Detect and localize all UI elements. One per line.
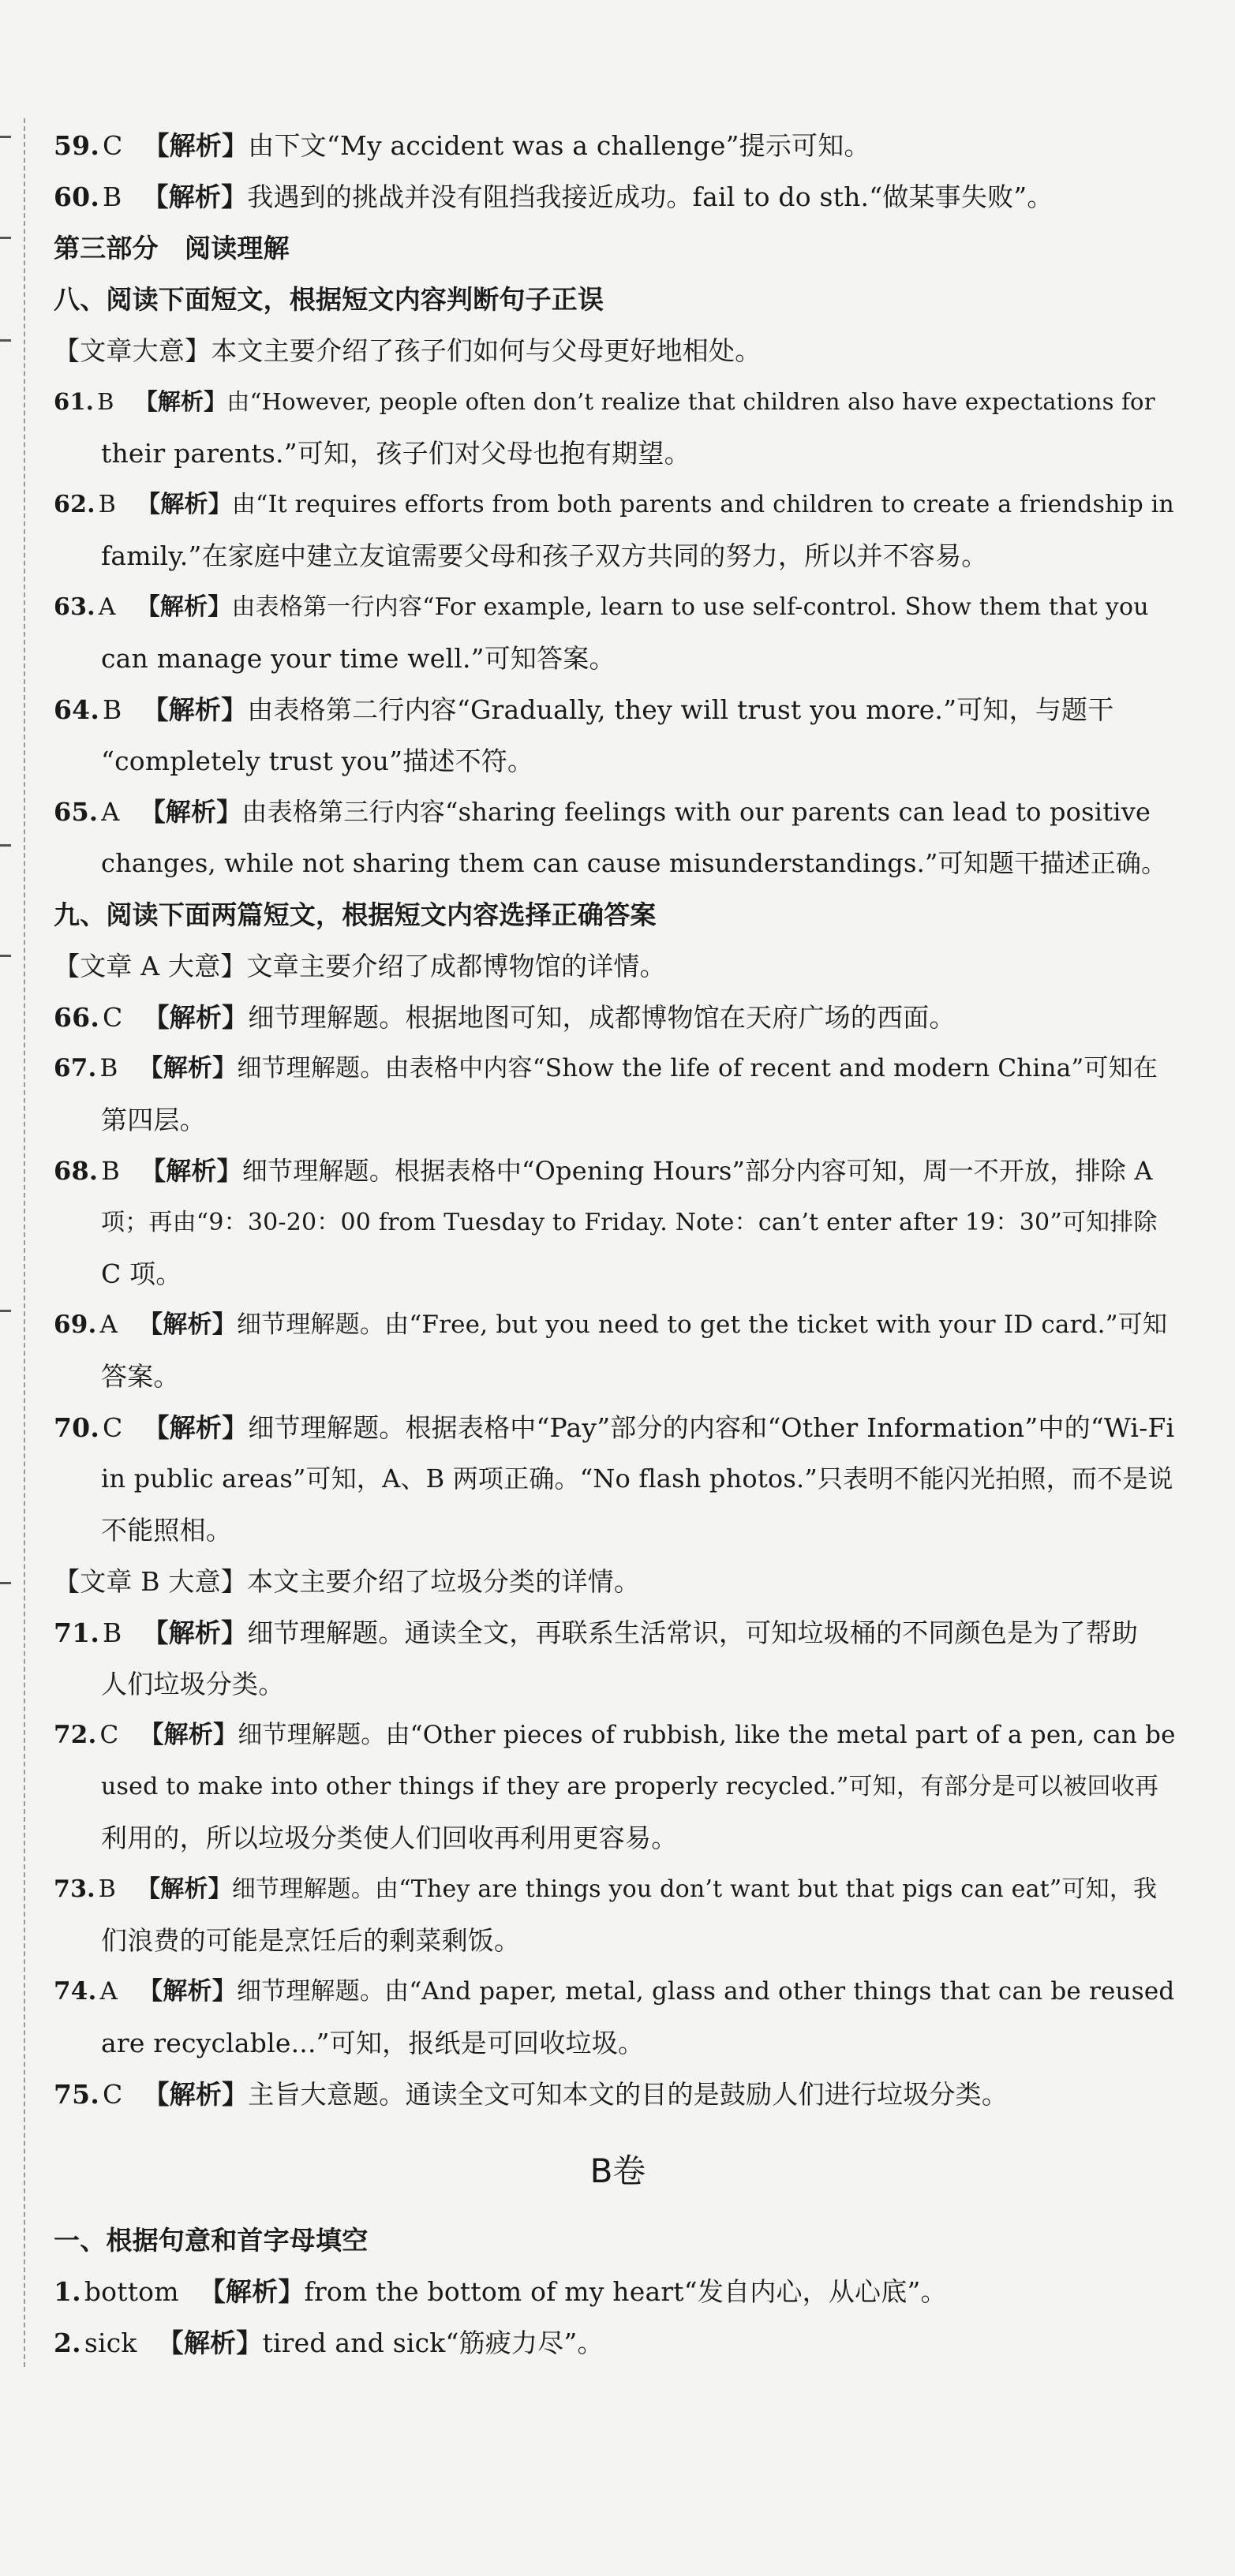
analysis-text: 细节理解题。根据表格中“Opening Hours”部分内容可知，周一不开放，排除 A <box>241 1156 1153 1186</box>
analysis-text: from the bottom of my heart“发自内心，从心底”。 <box>304 2276 947 2307</box>
answer-item <box>54 1146 1182 1197</box>
article-summary: 【文章大意】本文主要介绍了孩子们如何与父母更好地相处。 <box>54 335 762 366</box>
question-number: 1. <box>54 2276 81 2307</box>
answer-item <box>54 684 1182 735</box>
analysis-tag: 【解析】 <box>139 1721 238 1749</box>
analysis-continuation: 不能照相。 <box>101 1515 232 1546</box>
question-number: 60. <box>54 181 100 212</box>
answer-item <box>54 376 1182 428</box>
margin-tick <box>0 136 11 138</box>
question-number: 64. <box>54 694 100 725</box>
analysis-text: 细节理解题。由“And paper, metal, glass and other things that can be reused <box>236 1977 1175 2006</box>
answer-letter: B <box>99 1054 118 1082</box>
analysis-text: 细节理解题。由“They are things you don’t want but that pigs can eat”可知，我 <box>231 1875 1158 1903</box>
question-number: 74. <box>54 1977 97 2006</box>
answer-letter: B <box>103 694 122 725</box>
margin-tick <box>0 844 11 847</box>
answer-letter: B <box>98 491 117 518</box>
answer-item <box>54 1966 1182 2017</box>
answer-letter: C <box>103 1412 123 1443</box>
answer-item <box>54 1864 1182 1915</box>
analysis-continuation: 利用的，所以垃圾分类使人们回收再利用更容易。 <box>101 1823 678 1853</box>
answer-letter: A <box>99 1310 118 1339</box>
question-number: 67. <box>54 1054 97 1082</box>
answer-letter: C <box>103 1002 123 1033</box>
analysis-text: 细节理解题。由“Free, but you need to get the ticket with your ID card.”可知 <box>236 1310 1168 1339</box>
analysis-continuation: are recyclable...”可知，报纸是可回收垃圾。 <box>101 2028 645 2058</box>
answer-item <box>54 171 1182 222</box>
question-number: 65. <box>54 797 99 827</box>
analysis-text: 由表格第一行内容“For example, learn to use self-control. Show them that you <box>231 593 1149 621</box>
analysis-tag: 【解析】 <box>157 2327 263 2358</box>
analysis-tag: 【解析】 <box>143 1002 249 1033</box>
analysis-continuation: 们浪费的可能是烹饪后的剩菜剩饭。 <box>101 1925 521 1956</box>
analysis-continuation: 项；再由“9：30-20：00 from Tuesday to Friday. Note：can’t enter after 19：30”可知排除 <box>101 1209 1158 1236</box>
answer-item <box>54 120 1182 171</box>
margin-tick <box>0 1310 11 1312</box>
section-b-title: B卷 <box>589 2152 646 2190</box>
answer-letter: B <box>101 1156 120 1186</box>
answer-content <box>54 120 1182 2368</box>
analysis-tag: 【解析】 <box>138 1054 238 1082</box>
answer-item <box>54 1043 1182 1094</box>
analysis-continuation: 第四层。 <box>101 1105 206 1135</box>
answer-item <box>54 992 1182 1043</box>
analysis-tag: 【解析】 <box>137 1875 232 1903</box>
analysis-tag: 【解析】 <box>199 2276 305 2307</box>
question-number: 63. <box>54 593 95 621</box>
margin-tick <box>0 955 11 957</box>
question-number: 73. <box>54 1875 95 1903</box>
section-heading: 九、阅读下面两篇短文，根据短文内容选择正确答案 <box>54 899 657 930</box>
answer-word: bottom <box>84 2276 179 2307</box>
analysis-tag: 【解析】 <box>136 593 232 621</box>
question-number: 69. <box>54 1310 97 1339</box>
analysis-text: 细节理解题。由表格中内容“Show the life of recent and modern China”可知在 <box>237 1054 1158 1082</box>
analysis-tag: 【解析】 <box>137 491 232 518</box>
analysis-text: 主旨大意题。通读全文可知本文的目的是鼓励人们进行垃圾分类。 <box>248 2079 1009 2110</box>
question-number: 61. <box>54 388 95 415</box>
question-number: 75. <box>54 2079 100 2110</box>
analysis-continuation: family.”在家庭中建立友谊需要父母和孩子双方共同的努力，所以并不容易。 <box>101 540 988 571</box>
analysis-tag: 【解析】 <box>143 1412 249 1443</box>
analysis-text: 由表格第二行内容“Gradually, they will trust you more.”可知，与题干 <box>247 694 1114 725</box>
answer-item <box>54 2317 1182 2368</box>
question-number: 72. <box>54 1721 97 1749</box>
analysis-continuation: can manage your time well.”可知答案。 <box>101 643 616 674</box>
answer-letter: B <box>103 181 122 212</box>
question-number: 70. <box>54 1412 100 1443</box>
margin-tick <box>0 339 11 342</box>
question-number: 71. <box>54 1617 100 1648</box>
analysis-tag: 【解析】 <box>143 2079 249 2110</box>
analysis-text: 由“However, people often don’t realize that children also have expectations for <box>226 388 1155 415</box>
analysis-text: 细节理解题。根据表格中“Pay”部分的内容和“Other Information”中的“Wi-Fi <box>248 1412 1175 1443</box>
answer-letter: B <box>98 1875 117 1903</box>
binding-dashed-line <box>24 118 25 2367</box>
answer-letter: A <box>101 797 120 827</box>
answer-item <box>54 787 1182 838</box>
answer-item <box>54 1607 1182 1658</box>
answer-letter: B <box>97 388 114 415</box>
analysis-tag: 【解析】 <box>138 1977 237 2006</box>
question-number: 2. <box>54 2327 81 2358</box>
analysis-text: 细节理解题。通读全文，再联系生活常识，可知垃圾桶的不同颜色是为了帮助 <box>247 1617 1139 1648</box>
analysis-tag: 【解析】 <box>143 130 249 161</box>
question-number: 68. <box>54 1156 99 1186</box>
answer-item <box>54 1402 1182 1453</box>
answer-item <box>54 2069 1182 2120</box>
answer-letter: C <box>99 1721 119 1749</box>
analysis-text: 细节理解题。根据地图可知，成都博物馆在天府广场的西面。 <box>248 1002 956 1033</box>
analysis-text: 我遇到的挑战并没有阻挡我接近成功。fail to do sth.“做某事失败”。 <box>247 181 1053 212</box>
article-summary: 【文章 B 大意】本文主要介绍了垃圾分类的详情。 <box>54 1566 641 1597</box>
answer-letter: C <box>103 2079 123 2110</box>
answer-letter: A <box>99 1977 118 2006</box>
question-number: 59. <box>54 130 100 161</box>
section-heading: 一、根据句意和首字母填空 <box>54 2225 369 2256</box>
analysis-tag: 【解析】 <box>134 388 227 415</box>
analysis-tag: 【解析】 <box>142 181 248 212</box>
analysis-continuation: used to make into other things if they are properly recycled.”可知，有部分是可以被回收再 <box>101 1773 1159 1800</box>
analysis-text: 由表格第三行内容“sharing feelings with our parents can lead to positive <box>241 797 1151 827</box>
section-heading: 八、阅读下面短文，根据短文内容判断句子正误 <box>54 284 604 315</box>
answer-word: sick <box>84 2327 137 2358</box>
margin-tick <box>0 1582 11 1584</box>
article-summary: 【文章 A 大意】文章主要介绍了成都博物馆的详情。 <box>54 951 666 981</box>
analysis-tag: 【解析】 <box>142 1617 248 1648</box>
answer-letter: A <box>98 593 116 621</box>
answer-item <box>54 479 1182 530</box>
analysis-continuation: 人们垃圾分类。 <box>101 1669 285 1699</box>
answer-letter: B <box>103 1617 122 1648</box>
analysis-continuation: 答案。 <box>101 1361 180 1392</box>
analysis-tag: 【解析】 <box>142 694 248 725</box>
analysis-continuation: “completely trust you”描述不符。 <box>101 746 534 776</box>
answer-item <box>54 1710 1182 1761</box>
analysis-text: 细节理解题。由“Other pieces of rubbish, like the metal part of a pen, can be <box>238 1721 1176 1749</box>
analysis-continuation: C 项。 <box>101 1258 182 1289</box>
analysis-continuation: changes, while not sharing them can cause misunderstandings.”可知题干描述正确。 <box>101 848 1167 878</box>
analysis-tag: 【解析】 <box>140 797 242 827</box>
answer-letter: C <box>103 130 123 161</box>
question-number: 66. <box>54 1002 100 1033</box>
analysis-text: 由下文“My accident was a challenge”提示可知。 <box>248 130 870 161</box>
analysis-tag: 【解析】 <box>138 1310 237 1339</box>
margin-tick <box>0 237 11 239</box>
section-heading: 第三部分 阅读理解 <box>54 233 290 264</box>
analysis-continuation: in public areas”可知，A、B 两项正确。“No flash photos.”只表明不能闪光拍照，而不是说 <box>101 1464 1173 1494</box>
answer-item <box>54 2266 1182 2317</box>
answer-item <box>54 1299 1182 1351</box>
question-number: 62. <box>54 491 95 518</box>
analysis-text: 由“It requires efforts from both parents and children to create a friendship in <box>231 491 1174 518</box>
analysis-continuation: their parents.”可知，孩子们对父母也抱有期望。 <box>101 438 690 469</box>
answer-item <box>54 581 1182 633</box>
analysis-tag: 【解析】 <box>140 1156 242 1186</box>
analysis-text: tired and sick“筋疲力尽”。 <box>262 2327 604 2358</box>
